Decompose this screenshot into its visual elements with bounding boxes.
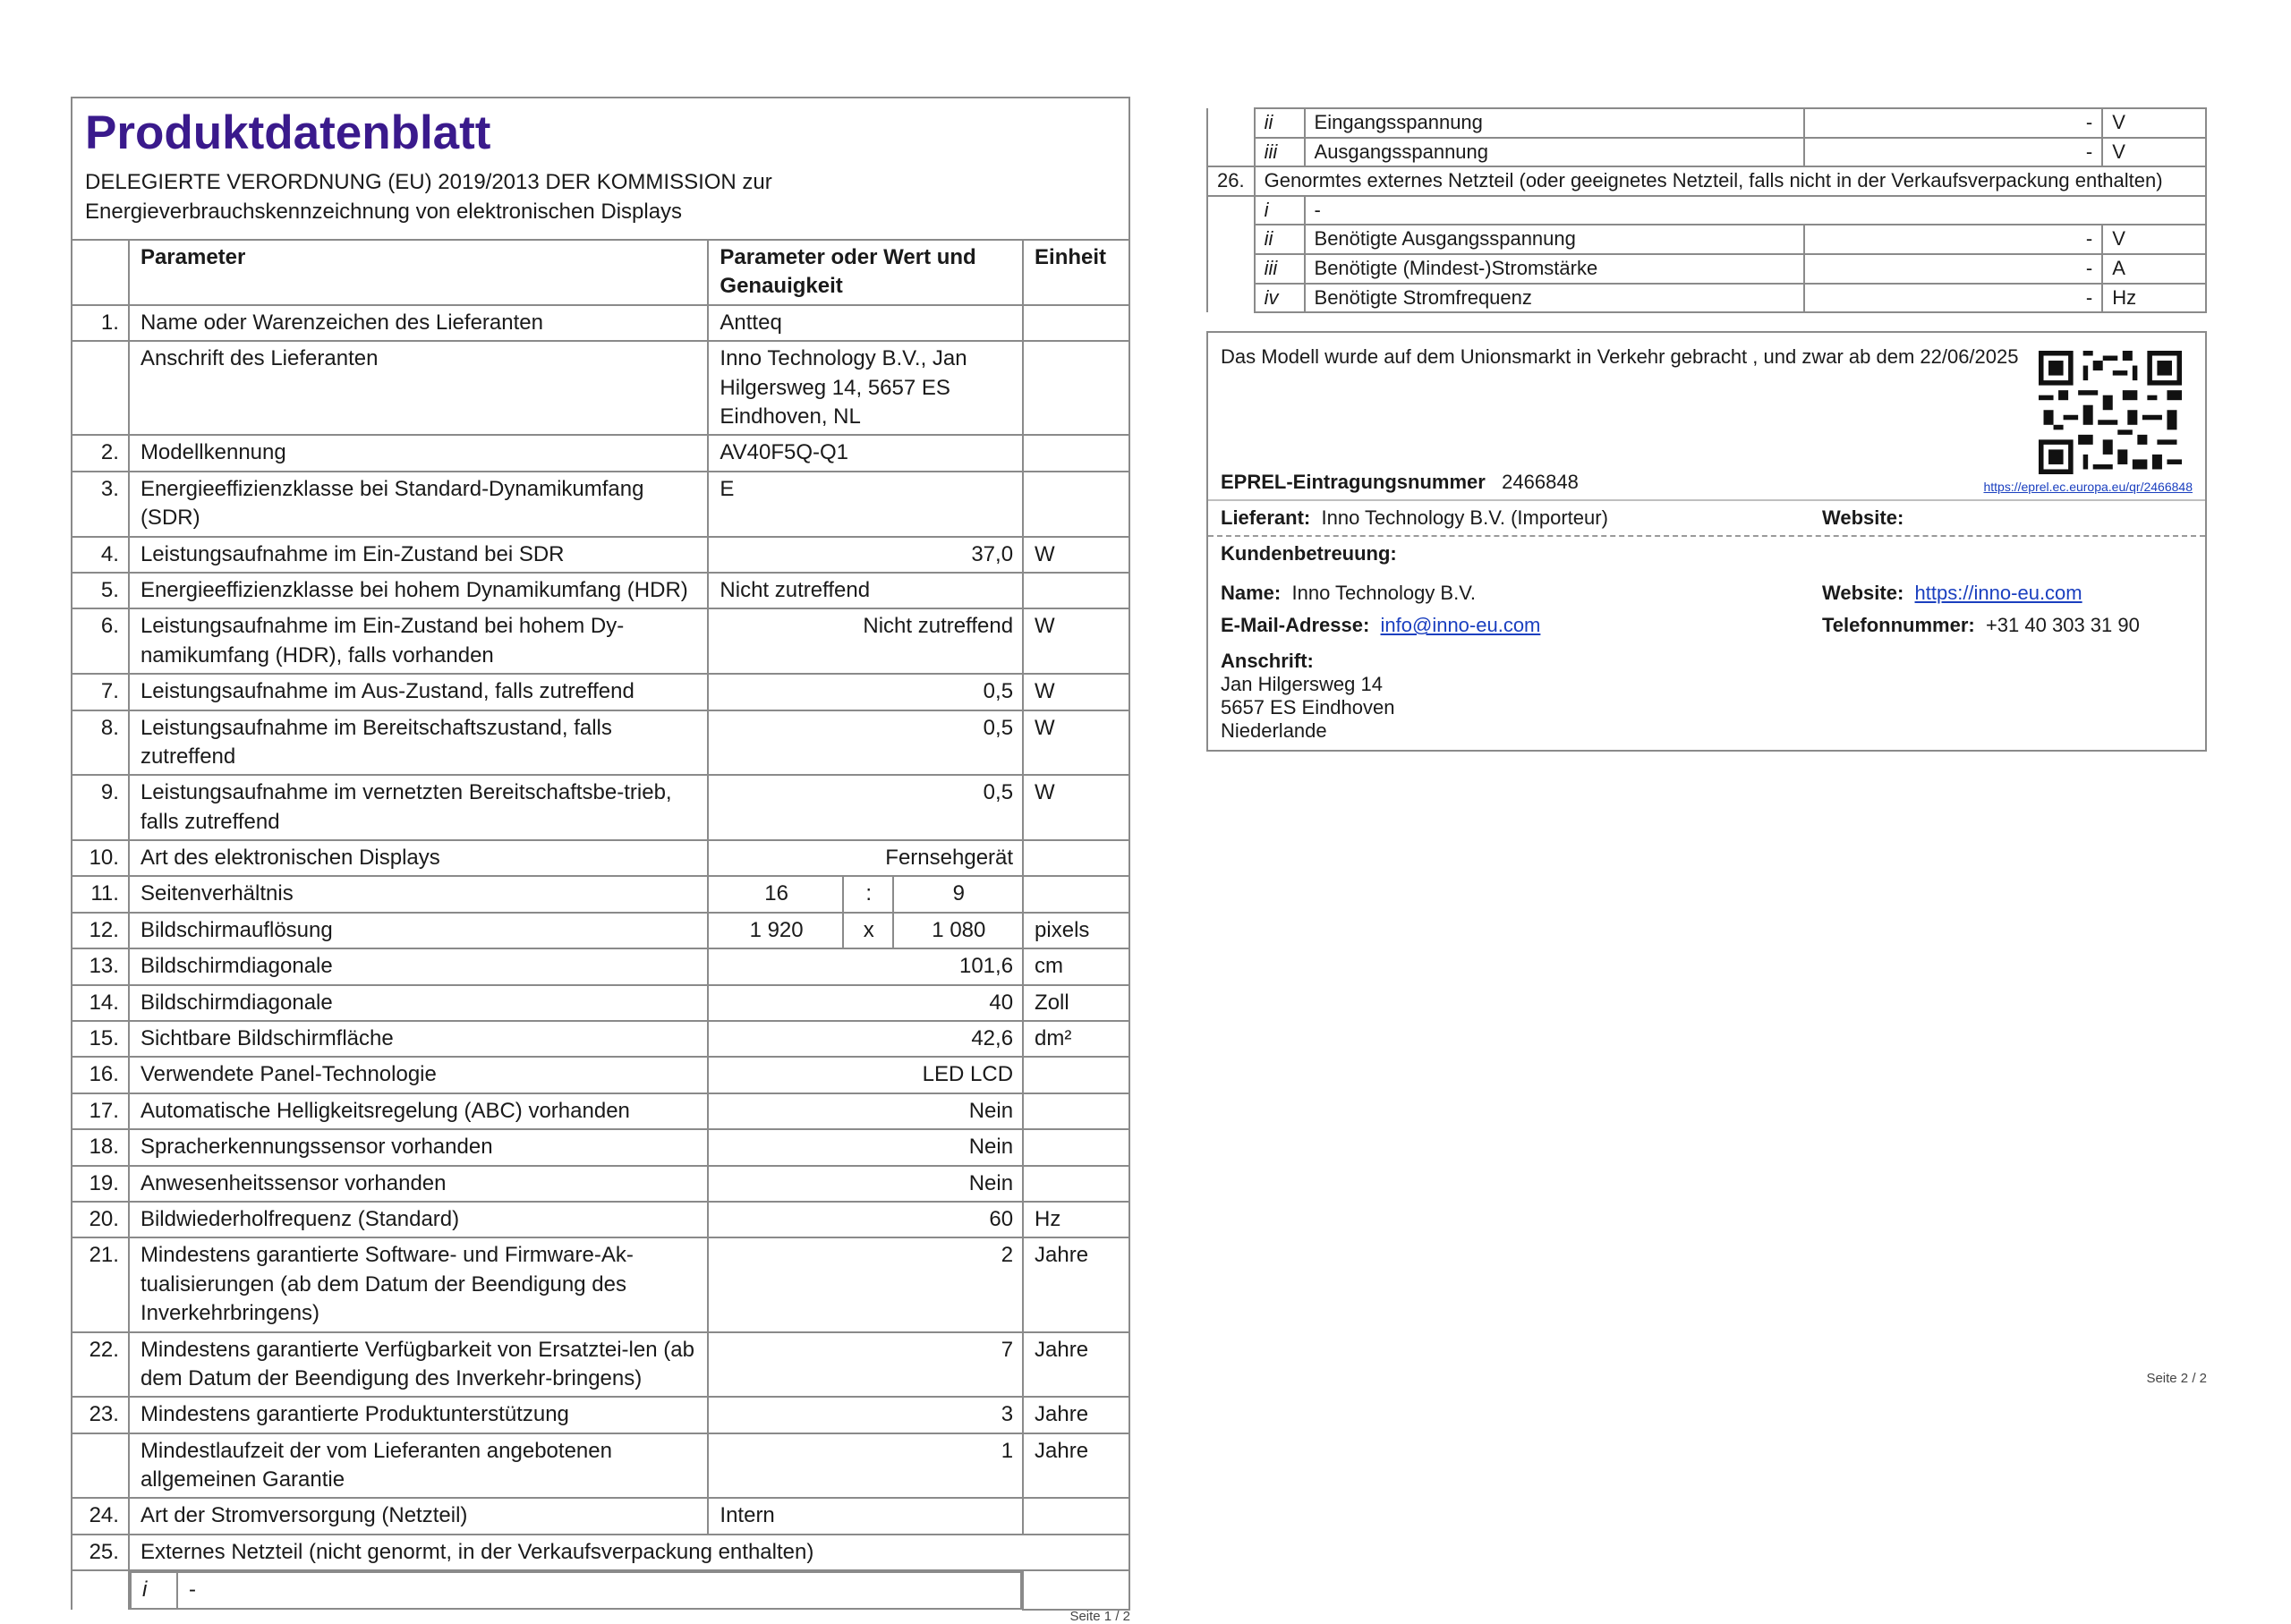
- row-parameter: Leistungsaufnahme im vernetzten Bereitschaftsbe-trieb, falls zutreffend: [129, 775, 708, 840]
- sub-roman: i: [1255, 196, 1305, 225]
- page-2: [1206, 107, 2207, 1386]
- table-row: [72, 1498, 1129, 1534]
- sub-roman: i: [131, 1572, 177, 1608]
- power-supply-table: [1206, 107, 2207, 313]
- email-phone-row: [1208, 605, 2205, 637]
- header-value: Parameter oder Wert und Genauigkeit: [708, 240, 1023, 305]
- row-value: Fernsehgerät: [708, 840, 1023, 876]
- row-number-blank: [1207, 225, 1255, 254]
- phone-value: +31 40 303 31 90: [1985, 614, 2140, 637]
- ratio-a: 16: [708, 876, 842, 912]
- market-text: Das Modell wurde auf dem Unionsmarkt in Verkehr gebracht , und zwar ab dem 22/06/2025: [1221, 345, 2019, 369]
- qr-code-icon[interactable]: [2039, 351, 2182, 474]
- row-parameter: Art des elektronischen Displays: [129, 840, 708, 876]
- table-row: [72, 1570, 1129, 1609]
- page-title: Produktdatenblatt: [85, 106, 491, 159]
- row-parameter: Mindestens garantierte Verfügbarkeit von Ersatztei-len (ab dem Datum der Beendigung des Inverkehr-bringens): [129, 1332, 708, 1398]
- row-unit: [1023, 573, 1129, 608]
- row-value: 0,5: [708, 775, 1023, 840]
- row-number: 12.: [72, 913, 129, 948]
- website2-label: Website:: [1822, 582, 1904, 605]
- table-row: [72, 775, 1129, 840]
- row-parameter: Bildschirmauflösung: [129, 913, 708, 948]
- table-row: [72, 840, 1129, 876]
- row-parameter: Verwendete Panel-Technologie: [129, 1057, 708, 1093]
- email-link[interactable]: info@inno-eu.com: [1380, 614, 1541, 637]
- row-value: Intern: [708, 1498, 1023, 1534]
- row-unit: Jahre: [1023, 1332, 1129, 1398]
- row-parameter: Bildschirmdiagonale: [129, 948, 708, 984]
- row-value: 0,5: [708, 674, 1023, 710]
- row-unit: [1023, 435, 1129, 471]
- row-number-blank: [1207, 254, 1255, 284]
- table-row: [72, 985, 1129, 1021]
- sub-label: Benötigte (Mindest-)Stromstärke: [1305, 254, 1805, 284]
- name-label: Name:: [1221, 582, 1282, 605]
- resolution-a: 1 920: [708, 913, 842, 948]
- header-parameter: Parameter: [129, 240, 708, 305]
- row-number: 7.: [72, 674, 129, 710]
- sub-unit: V: [2102, 108, 2206, 138]
- row-parameter: Mindestens garantierte Produktunterstützung: [129, 1397, 708, 1433]
- row-number-blank: [1207, 138, 1255, 167]
- row-unit: [1023, 1057, 1129, 1093]
- table-row: [72, 913, 1129, 948]
- eprel-link[interactable]: https://eprel.ec.europa.eu/qr/2466848: [1983, 480, 2193, 495]
- row-value: Nein: [708, 1129, 1023, 1165]
- row-number: 19.: [72, 1166, 129, 1202]
- row-value: Nicht zutreffend: [708, 608, 1023, 674]
- sub-unit: A: [2102, 254, 2206, 284]
- row-unit: Jahre: [1023, 1397, 1129, 1433]
- row-parameter: Modellkennung: [129, 435, 708, 471]
- website-link[interactable]: https://inno-eu.com: [1914, 582, 2082, 605]
- row-parameter: Energieeffizienzklasse bei Standard-Dynamikumfang (SDR): [129, 472, 708, 537]
- row-parameter: Art der Stromversorgung (Netzteil): [129, 1498, 708, 1534]
- row-parameter: Mindestlaufzeit der vom Lieferanten angebotenen allgemeinen Garantie: [129, 1433, 708, 1499]
- row-number: 14.: [72, 985, 129, 1021]
- table-row: [72, 1093, 1129, 1129]
- table-row: [72, 1433, 1129, 1499]
- table-row: [1207, 166, 2206, 196]
- row-unit: W: [1023, 608, 1129, 674]
- address-line-1: Jan Hilgersweg 14: [1221, 673, 1383, 696]
- row-parameter: Anwesenheitssensor vorhanden: [129, 1166, 708, 1202]
- row-unit: dm²: [1023, 1021, 1129, 1057]
- resolution-sep: x: [843, 913, 893, 948]
- table-row: [72, 1397, 1129, 1433]
- row-value: 60: [708, 1202, 1023, 1237]
- sub-label: Benötigte Stromfrequenz: [1305, 284, 1805, 313]
- row-number: 13.: [72, 948, 129, 984]
- row-number: 1.: [72, 305, 129, 341]
- sub-value: -: [1804, 108, 2102, 138]
- row-parameter: Name oder Warenzeichen des Lieferanten: [129, 305, 708, 341]
- sub-row: [1207, 108, 2206, 138]
- sub-value: -: [1804, 225, 2102, 254]
- row-unit: [1023, 305, 1129, 341]
- row-parameter: Bildwiederholfrequenz (Standard): [129, 1202, 708, 1237]
- sub-value: -: [177, 1572, 1021, 1608]
- row-parameter: Externes Netzteil (nicht genormt, in der Verkaufsverpackung enthalten): [129, 1535, 1129, 1570]
- header-unit: Einheit: [1023, 240, 1129, 305]
- row-number: 2.: [72, 435, 129, 471]
- row-number: 9.: [72, 775, 129, 840]
- row-value: Nein: [708, 1166, 1023, 1202]
- ratio-b: 9: [893, 876, 1023, 912]
- sub-value: -: [1804, 284, 2102, 313]
- row-parameter: Seitenverhältnis: [129, 876, 708, 912]
- table-row: [72, 1166, 1129, 1202]
- table-row: [72, 573, 1129, 608]
- table-row: [72, 710, 1129, 776]
- row-parameter: Energieeffizienzklasse bei hohem Dynamikumfang (HDR): [129, 573, 708, 608]
- row-parameter: Bildschirmdiagonale: [129, 985, 708, 1021]
- sub-label: Ausgangsspannung: [1305, 138, 1805, 167]
- row-unit: cm: [1023, 948, 1129, 984]
- row-value: 3: [708, 1397, 1023, 1433]
- row-parameter: Spracherkennungssensor vorhanden: [129, 1129, 708, 1165]
- sub-row: [1207, 138, 2206, 167]
- row-parameter: Leistungsaufnahme im Ein-Zustand bei hohem Dy-namikumfang (HDR), falls vorhanden: [129, 608, 708, 674]
- table-row: [72, 1057, 1129, 1093]
- sub-row: [1207, 254, 2206, 284]
- row-unit: [1023, 1498, 1129, 1534]
- product-data-table: [71, 239, 1130, 1611]
- sub-row: [1207, 284, 2206, 313]
- row-parameter: Genormtes externes Netzteil (oder geeignetes Netzteil, falls nicht in der Verkaufsverpackung enthalten): [1255, 166, 2206, 196]
- row-number: 16.: [72, 1057, 129, 1093]
- row-number: 20.: [72, 1202, 129, 1237]
- sub-roman: iv: [1255, 284, 1305, 313]
- sub-unit: Hz: [2102, 284, 2206, 313]
- row-value: 42,6: [708, 1021, 1023, 1057]
- name-value: Inno Technology B.V.: [1291, 582, 1476, 605]
- sub-row: [1207, 225, 2206, 254]
- row-parameter: Mindestens garantierte Software- und Firmware-Ak-tualisierungen (ab dem Datum der Beendigung des Inverkehrbringens): [129, 1237, 708, 1331]
- table-header-row: [72, 240, 1129, 305]
- sub-unit: V: [2102, 138, 2206, 167]
- sub-label: Benötigte Ausgangsspannung: [1305, 225, 1805, 254]
- row-unit: pixels: [1023, 913, 1129, 948]
- supplier-row: [1208, 501, 2205, 535]
- sub-roman: iii: [1255, 138, 1305, 167]
- page-1: [71, 97, 1130, 1624]
- phone-label: Telefonnummer:: [1822, 614, 1975, 637]
- row-unit: Jahre: [1023, 1237, 1129, 1331]
- row-number: 10.: [72, 840, 129, 876]
- header-box: [71, 97, 1130, 239]
- row-unit: W: [1023, 674, 1129, 710]
- row-parameter: Anschrift des Lieferanten: [129, 341, 708, 435]
- table-row: [72, 876, 1129, 912]
- row-value: 0,5: [708, 710, 1023, 776]
- table-row: [72, 1237, 1129, 1331]
- row-value: Antteq: [708, 305, 1023, 341]
- subtitle-line-2: Energieverbrauchskennzeichnung von elektronischen Displays: [85, 199, 683, 224]
- row-value: 7: [708, 1332, 1023, 1398]
- row-unit: Hz: [1023, 1202, 1129, 1237]
- row-parameter: Leistungsaufnahme im Aus-Zustand, falls zutreffend: [129, 674, 708, 710]
- address-label: Anschrift:: [1221, 650, 1314, 673]
- row-number: 15.: [72, 1021, 129, 1057]
- row-number-blank: [1207, 108, 1255, 138]
- table-row: [72, 608, 1129, 674]
- row-parameter: Leistungsaufnahme im Bereitschaftszustand, falls zutreffend: [129, 710, 708, 776]
- table-row: [72, 435, 1129, 471]
- page-footer: Seite 2 / 2: [2146, 1371, 2207, 1386]
- eprel-row: [1208, 471, 2205, 499]
- row-unit: [1023, 876, 1129, 912]
- row-number: 21.: [72, 1237, 129, 1331]
- row-number: 24.: [72, 1498, 129, 1534]
- page-footer: Seite 1 / 2: [1069, 1609, 1130, 1624]
- row-number: [72, 1433, 129, 1499]
- address-line-2: 5657 ES Eindhoven: [1221, 696, 1395, 719]
- row-number: 26.: [1207, 166, 1255, 196]
- sub-roman: ii: [1255, 108, 1305, 138]
- row-value: LED LCD: [708, 1057, 1023, 1093]
- table-row: [72, 1332, 1129, 1398]
- website-label: Website:: [1822, 506, 1904, 530]
- row-value: 101,6: [708, 948, 1023, 984]
- customer-service-label: Kundenbetreuung:: [1221, 542, 1397, 565]
- row-number: 11.: [72, 876, 129, 912]
- row-unit: [1023, 341, 1129, 435]
- row-number: [72, 341, 129, 435]
- address-line-3: Niederlande: [1221, 719, 1327, 743]
- resolution-b: 1 080: [893, 913, 1023, 948]
- row-value: 40: [708, 985, 1023, 1021]
- table-row: [1207, 196, 2206, 225]
- row-number: 3.: [72, 472, 129, 537]
- row-unit: Jahre: [1023, 1433, 1129, 1499]
- row-unit: [1023, 1166, 1129, 1202]
- table-row: [72, 341, 1129, 435]
- row-number-blank: [1207, 284, 1255, 313]
- row-number: 6.: [72, 608, 129, 674]
- row-parameter: Leistungsaufnahme im Ein-Zustand bei SDR: [129, 537, 708, 573]
- row-value: 2: [708, 1237, 1023, 1331]
- row-parameter: Automatische Helligkeitsregelung (ABC) vorhanden: [129, 1093, 708, 1129]
- ratio-sep: :: [843, 876, 893, 912]
- table-row: [72, 472, 1129, 537]
- row-unit: [1023, 472, 1129, 537]
- row-unit: [1023, 840, 1129, 876]
- row-unit: Zoll: [1023, 985, 1129, 1021]
- row-value: 37,0: [708, 537, 1023, 573]
- table-row: [72, 1202, 1129, 1237]
- eprel-number: 2466848: [1502, 471, 1579, 494]
- email-label: E-Mail-Adresse:: [1221, 614, 1370, 637]
- row-value: Inno Technology B.V., Jan Hilgersweg 14, 5657 ES Eindhoven, NL: [708, 341, 1023, 435]
- table-row: [72, 305, 1129, 341]
- row-number: 18.: [72, 1129, 129, 1165]
- row-unit: [1023, 1093, 1129, 1129]
- supplier-label: Lieferant:: [1221, 506, 1311, 530]
- header-num: [72, 240, 129, 305]
- sub-roman: ii: [1255, 225, 1305, 254]
- eprel-label: EPREL-Eintragungsnummer: [1221, 471, 1486, 494]
- eprel-info-box: [1206, 331, 2207, 752]
- row-value: 1: [708, 1433, 1023, 1499]
- row-number: 25.: [72, 1535, 129, 1570]
- regulation-subtitle: [72, 165, 1128, 239]
- row-value: E: [708, 472, 1023, 537]
- table-row: [72, 674, 1129, 710]
- table-row: [72, 1021, 1129, 1057]
- row-value: Nicht zutreffend: [708, 573, 1023, 608]
- row-unit: [1023, 1129, 1129, 1165]
- sub-value: -: [1804, 138, 2102, 167]
- row-number: 4.: [72, 537, 129, 573]
- row-value: Nein: [708, 1093, 1023, 1129]
- sub-label: Eingangsspannung: [1305, 108, 1805, 138]
- row-number: 22.: [72, 1332, 129, 1398]
- row-unit: W: [1023, 775, 1129, 840]
- contact-row: [1208, 565, 2205, 605]
- sub-unit: V: [2102, 225, 2206, 254]
- row-parameter: Sichtbare Bildschirmfläche: [129, 1021, 708, 1057]
- row-number: 8.: [72, 710, 129, 776]
- subtitle-line-1: DELEGIERTE VERORDNUNG (EU) 2019/2013 DER KOMMISSION zur: [85, 170, 772, 195]
- supplier-value: Inno Technology B.V. (Importeur): [1321, 506, 1608, 530]
- row-unit: W: [1023, 710, 1129, 776]
- table-row: [72, 1535, 1129, 1570]
- table-row: [72, 948, 1129, 984]
- row-number: 23.: [72, 1397, 129, 1433]
- row-unit: W: [1023, 537, 1129, 573]
- sub-value: -: [1804, 254, 2102, 284]
- row-number: 17.: [72, 1093, 129, 1129]
- table-row: [72, 1129, 1129, 1165]
- sub-roman: iii: [1255, 254, 1305, 284]
- sub-value: -: [1305, 196, 2206, 225]
- row-number: 5.: [72, 573, 129, 608]
- row-value: AV40F5Q-Q1: [708, 435, 1023, 471]
- table-row: [72, 537, 1129, 573]
